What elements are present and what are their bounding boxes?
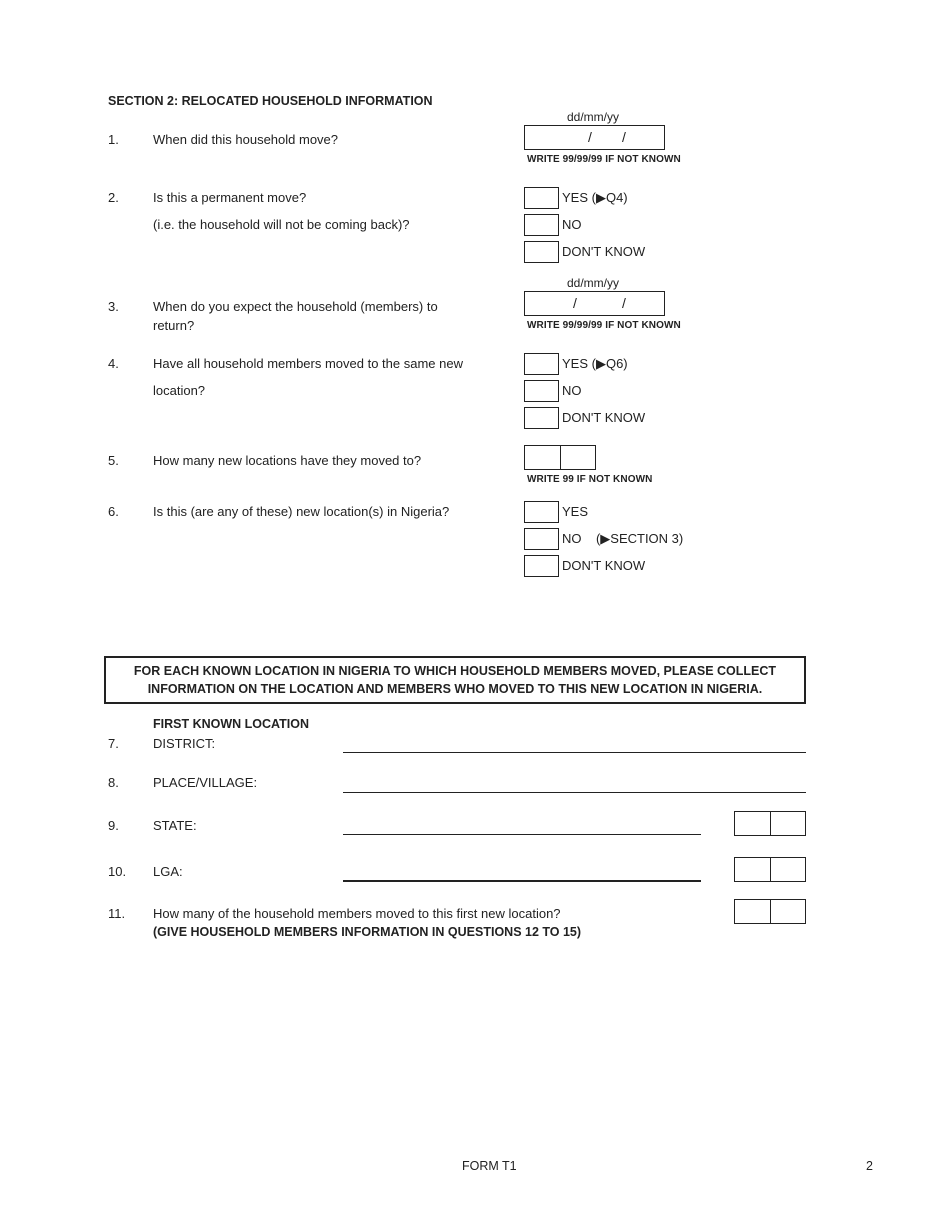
- digit-cell[interactable]: [771, 858, 806, 881]
- date-format-hint: dd/mm/yy: [567, 276, 620, 290]
- q6-yes-label: YES: [562, 504, 589, 519]
- q6-yes-checkbox[interactable]: [524, 501, 559, 523]
- q3-number: 3.: [108, 299, 119, 314]
- q9-label: STATE:: [153, 818, 197, 833]
- state-input-line[interactable]: [343, 834, 701, 835]
- digit-cell[interactable]: [561, 446, 596, 469]
- q1-date-input[interactable]: [524, 125, 665, 150]
- digit-cell[interactable]: [771, 900, 806, 923]
- district-input-line[interactable]: [343, 752, 806, 753]
- q5-number: 5.: [108, 453, 119, 468]
- q3-text-cont: return?: [153, 318, 195, 333]
- q6-no-label: NO (▶SECTION 3): [562, 531, 684, 546]
- q4-text: Have all household members moved to the same new: [153, 356, 463, 371]
- q11-number: 11.: [108, 906, 126, 921]
- digit-cell[interactable]: [771, 812, 806, 835]
- date-separator: /: [588, 129, 592, 145]
- q6-no-checkbox[interactable]: [524, 528, 559, 550]
- section-title: SECTION 2: RELOCATED HOUSEHOLD INFORMATION: [108, 94, 433, 108]
- q2-no-checkbox[interactable]: [524, 214, 559, 236]
- q2-yes-checkbox[interactable]: [524, 187, 559, 209]
- form-id: FORM T1: [462, 1159, 517, 1173]
- instruction-line-2: INFORMATION ON THE LOCATION AND MEMBERS WHO MOVED TO THIS NEW LOCATION IN NIGERIA.: [147, 682, 763, 696]
- q11-instruction: (GIVE HOUSEHOLD MEMBERS INFORMATION IN QUESTIONS 12 TO 15): [153, 925, 582, 939]
- instruction-box: [104, 656, 806, 704]
- q2-no-label: NO: [562, 217, 582, 232]
- q6-dontknow-checkbox[interactable]: [524, 555, 559, 577]
- q2-dontknow-label: DON'T KNOW: [562, 244, 646, 259]
- q6-number: 6.: [108, 504, 119, 519]
- q1-text: When did this household move?: [153, 132, 339, 147]
- q4-no-checkbox[interactable]: [524, 380, 559, 402]
- q4-no-label: NO: [562, 383, 582, 398]
- digit-cell[interactable]: [735, 858, 771, 881]
- q5-text: How many new locations have they moved to?: [153, 453, 422, 468]
- digit-cell[interactable]: [735, 900, 771, 923]
- q3-date-input[interactable]: [524, 291, 665, 316]
- digit-cell[interactable]: [525, 446, 561, 469]
- q4-number: 4.: [108, 356, 119, 371]
- q3-unknown-note: WRITE 99/99/99 IF NOT KNOWN: [527, 320, 681, 331]
- q2-text: Is this a permanent move?: [153, 190, 307, 205]
- q4-yes-checkbox[interactable]: [524, 353, 559, 375]
- q9-number: 9.: [108, 818, 119, 833]
- first-location-heading: FIRST KNOWN LOCATION: [153, 717, 309, 731]
- q4-dontknow-checkbox[interactable]: [524, 407, 559, 429]
- q2-yes-label: YES (▶Q4): [562, 190, 628, 205]
- q2-number: 2.: [108, 190, 119, 205]
- lga-code-input[interactable]: [734, 857, 806, 882]
- digit-cell[interactable]: [735, 812, 771, 835]
- q7-number: 7.: [108, 736, 119, 751]
- q4-yes-label: YES (▶Q6): [562, 356, 628, 371]
- q11-count-input[interactable]: [734, 899, 806, 924]
- q3-text: When do you expect the household (members) to: [153, 299, 438, 314]
- q2-subtext: (i.e. the household will not be coming back)?: [153, 217, 410, 232]
- q8-label: PLACE/VILLAGE:: [153, 775, 258, 790]
- q8-number: 8.: [108, 775, 119, 790]
- q10-label: LGA:: [153, 864, 183, 879]
- date-separator: /: [622, 129, 626, 145]
- q11-text: How many of the household members moved to this first new location?: [153, 906, 561, 921]
- q7-label: DISTRICT:: [153, 736, 216, 751]
- instruction-line-1: FOR EACH KNOWN LOCATION IN NIGERIA TO WHICH HOUSEHOLD MEMBERS MOVED, PLEASE COLLECT: [133, 664, 777, 678]
- q1-unknown-note: WRITE 99/99/99 IF NOT KNOWN: [527, 154, 681, 165]
- q4-dontknow-label: DON'T KNOW: [562, 410, 646, 425]
- state-code-input[interactable]: [734, 811, 806, 836]
- lga-input-line[interactable]: [343, 880, 701, 882]
- date-format-hint: dd/mm/yy: [567, 110, 620, 124]
- q4-text-cont: location?: [153, 383, 206, 398]
- date-separator: /: [573, 295, 577, 311]
- q2-dontknow-checkbox[interactable]: [524, 241, 559, 263]
- page-number: 2: [866, 1159, 873, 1173]
- q10-number: 10.: [108, 864, 127, 879]
- q6-dontknow-label: DON'T KNOW: [562, 558, 646, 573]
- q5-count-input[interactable]: [524, 445, 596, 470]
- q1-number: 1.: [108, 132, 119, 147]
- q5-unknown-note: WRITE 99 IF NOT KNOWN: [527, 474, 653, 485]
- place-village-input-line[interactable]: [343, 792, 806, 793]
- q6-text: Is this (are any of these) new location(s) in Nigeria?: [153, 504, 450, 519]
- date-separator: /: [622, 295, 626, 311]
